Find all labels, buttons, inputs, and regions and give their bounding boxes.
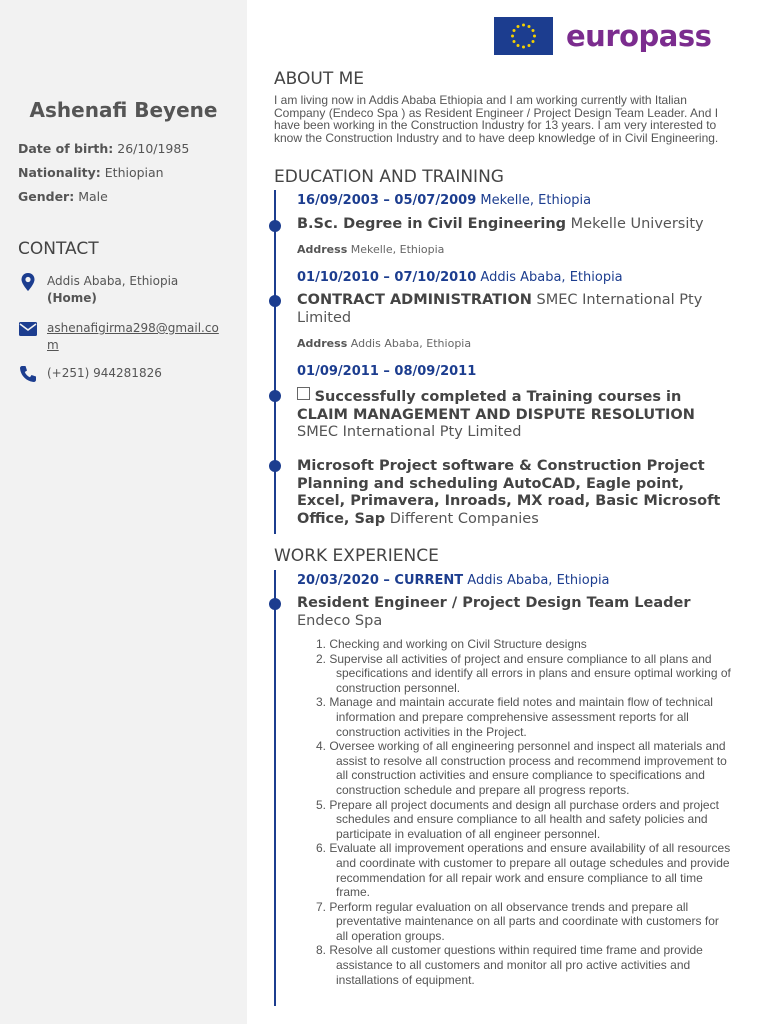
edu-2-date-range: 01/10/2010 – 07/10/2010 (297, 270, 477, 285)
gender-label: Gender: (18, 189, 75, 204)
timeline-dot (269, 390, 281, 402)
timeline-dot (269, 460, 281, 472)
nationality-value: Ethiopian (104, 165, 164, 180)
edu-1-address (297, 243, 444, 256)
dob-label: Date of birth: (18, 141, 114, 156)
work-role: Resident Engineer / Project Design Team Leader (297, 595, 691, 611)
about-text: I am living now in Addis Ababa Ethiopia and I am working currently with Italian Company (Endeco Spa ) as Resident Engineer / Project Design Team Leader. And I have been working in the Construction Industry for 13 years. I am very interested to know the Construction Industry and to have deep knowledge of in Civil Engineering. (274, 93, 719, 145)
work-company: Endeco Spa (297, 612, 383, 629)
edu-4-title: Microsoft Project software & Construction Project Planning and scheduling AutoCAD, Eagle point, Excel, Primavera, Inroads, MX road, Basic Microsoft Office, Sap (297, 458, 721, 527)
phone-icon (18, 364, 38, 384)
missing-glyph-icon (297, 387, 310, 400)
address-text: Addis Ababa, Ethiopia (47, 274, 179, 288)
edu-1-location: Mekelle, Ethiopia (480, 193, 592, 208)
eu-flag-icon (494, 17, 553, 55)
person-name: Ashenafi Beyene (29, 98, 218, 122)
edu-3-date (297, 364, 476, 379)
edu-1-address-value: Mekelle, Ethiopia (350, 243, 445, 256)
contact-title: CONTACT (18, 239, 99, 259)
work-location: Addis Ababa, Ethiopia (467, 573, 610, 588)
gender-value: Male (78, 189, 108, 204)
work-date-range: 20/03/2020 – CURRENT (297, 573, 464, 588)
timeline-dot (269, 598, 281, 610)
timeline-dot (269, 295, 281, 307)
about-title: ABOUT ME (274, 69, 365, 89)
email-link[interactable] (47, 321, 219, 352)
duty-item: 7. Perform regular evaluation on all observance trends and prepare all preventative maintenance on all parts and coordinate with customers for all operation groups. (316, 899, 719, 943)
edu-1-title: B.Sc. Degree in Civil Engineering (297, 216, 567, 232)
edu-2-title: CONTRACT ADMINISTRATION (297, 292, 532, 308)
edu-1-address-label: Address (297, 243, 348, 256)
edu-2-address (297, 337, 471, 350)
duty-item: 2. Supervise all activities of project and ensure compliance to all plans and specifications and identify all errors in plans and ensure optimal working of construction personnel. (316, 651, 731, 695)
edu-2-address-value: Addis Ababa, Ethiopia (350, 337, 472, 350)
date-of-birth (18, 141, 189, 156)
edu-3-entry (297, 387, 727, 442)
timeline-dot (269, 220, 281, 232)
sidebar (0, 0, 247, 1024)
contact-email[interactable] (47, 320, 219, 354)
edu-2-entry (297, 292, 727, 327)
location-pin-icon (18, 272, 38, 292)
duty-item: 1. Checking and working on Civil Structure designs (316, 637, 587, 651)
edu-2-location: Addis Ababa, Ethiopia (480, 270, 623, 285)
dob-value: 26/10/1985 (117, 141, 190, 156)
gender (18, 189, 108, 204)
contact-address (47, 273, 178, 307)
edu-3-date-range: 01/09/2011 – 08/09/2011 (297, 364, 477, 379)
contact-phone: (+251) 944281826 (47, 366, 162, 380)
duty-item: 3. Manage and maintain accurate field notes and maintain flow of technical information and prepare comprehensive assessment reports for all construction activities in the Project. (316, 695, 713, 739)
edu-4-org: Different Companies (389, 510, 539, 527)
duties-list (316, 637, 731, 987)
email-icon (18, 319, 38, 339)
email-line-1[interactable]: ashenafigirma298@gmail.co (47, 321, 219, 335)
work-entry (297, 595, 727, 630)
work-timeline (274, 570, 276, 1006)
duty-item: 8. Resolve all customer questions within required time frame and provide assistance to all customers and monitor all pro active activities and installations of equipment. (316, 943, 703, 987)
education-title: EDUCATION AND TRAINING (274, 167, 504, 187)
edu-1-entry (297, 216, 727, 234)
eu-stars-icon (494, 17, 553, 55)
logo-text: europass (566, 19, 712, 53)
edu-1-date-range: 16/09/2003 – 05/07/2009 (297, 193, 477, 208)
edu-2-date (297, 270, 623, 285)
address-type: (Home) (47, 291, 97, 305)
edu-1-date (297, 193, 591, 208)
edu-2-org: SMEC International Pty Limited (297, 292, 703, 326)
email-line-2[interactable]: m (47, 338, 59, 352)
edu-3-title: Successfully completed a Training courses in CLAIM MANAGEMENT AND DISPUTE RESOLUTION (297, 389, 695, 423)
duty-item: 4. Oversee working of all engineering personnel and inspect all materials and assist to resolve all construction process and recommend improvement to all construction activities and ensure compliance to specifications and construction schedule and prepare all progress reports. (316, 739, 727, 797)
duty-item: 5. Prepare all project documents and design all purchase orders and project schedules and ensure compliance to all health and safety policies and participate in evaluation of all engineer personnel. (316, 797, 719, 841)
work-title: WORK EXPERIENCE (274, 546, 439, 566)
edu-1-org: Mekelle University (570, 216, 704, 232)
work-date (297, 573, 610, 588)
edu-3-org: SMEC International Pty Limited (297, 424, 522, 440)
edu-4-entry (297, 458, 727, 528)
europass-logo (494, 17, 712, 57)
education-timeline (274, 190, 276, 534)
nationality-label: Nationality: (18, 165, 101, 180)
edu-2-address-label: Address (297, 337, 348, 350)
duty-item: 6. Evaluate all improvement operations and ensure availability of all resources and coordinate with customer to prepare all outage schedules and provide recommendation for all repair work and ensure compliance to all time frame. (316, 841, 731, 900)
nationality (18, 165, 164, 180)
